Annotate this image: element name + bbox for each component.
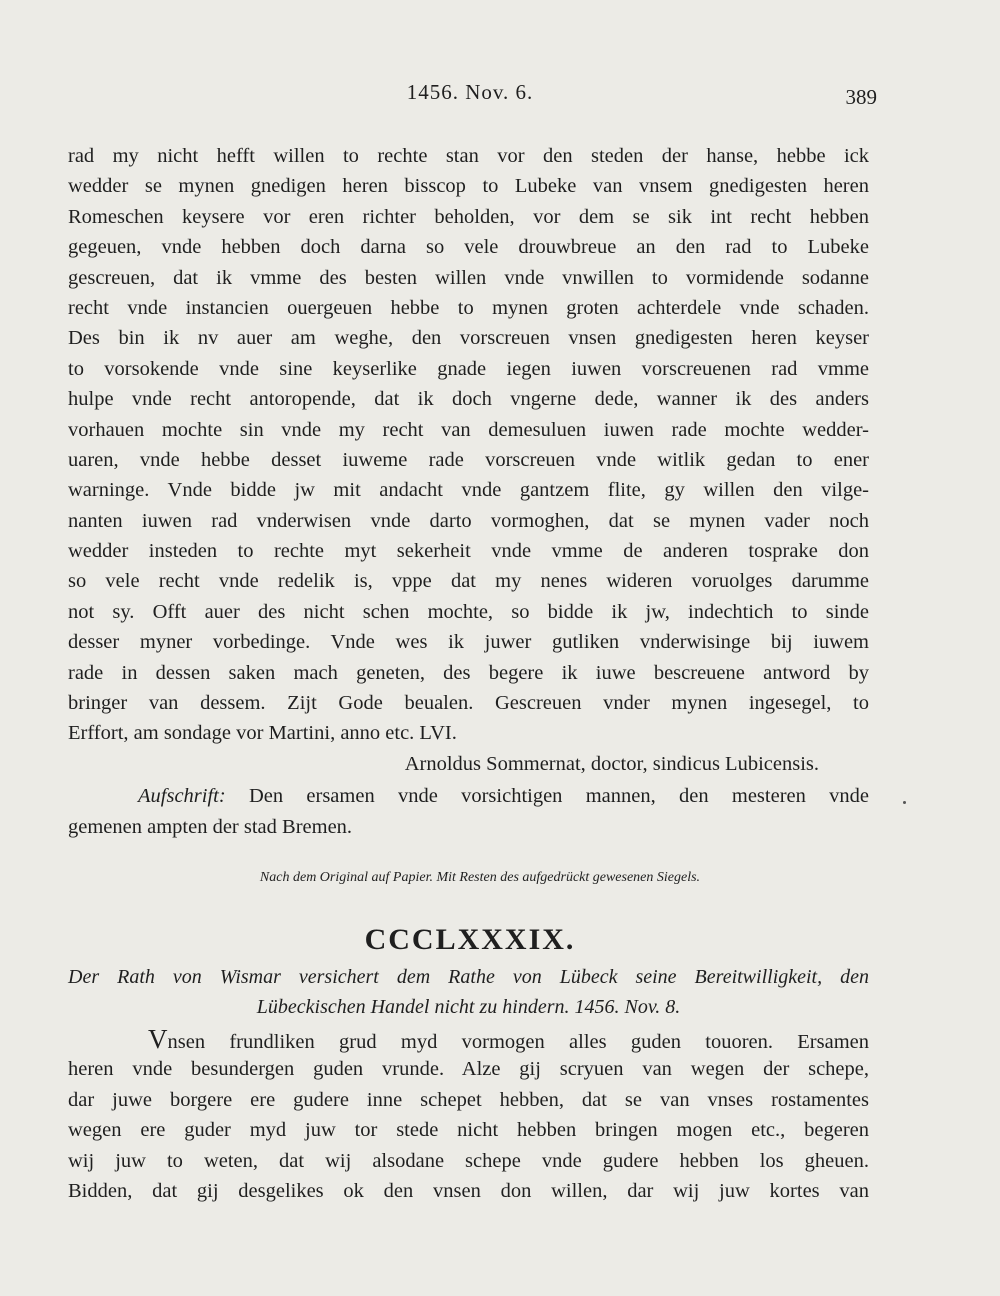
body-line: to vorsokende vnde sine keyserlike gnade iegen iuwen vorscreuenen rad vmme	[68, 357, 869, 380]
document-heading	[68, 962, 869, 1022]
body-line: recht vnde instancien ouergeuen hebbe to mynen groten achterdele vnde schaden.	[68, 296, 869, 319]
body-line: Romeschen keysere vor eren richter beholden, vor dem se sik int recht hebben	[68, 205, 869, 228]
body-line: so vele recht vnde redelik is, vppe dat my nenes wideren voruolges darumme	[68, 570, 869, 593]
body-line: rade in dessen saken mach geneten, des begere ik iuwe bescreuene antword by	[68, 661, 869, 684]
document-number: CCCLXXXIX.	[364, 923, 576, 956]
body-line: Bidden, dat gij desgelikes ok den vnsen don willen, dar wij juw kortes van	[68, 1179, 869, 1202]
body-line: Erffort, am sondage vor Martini, anno etc. LVI.	[68, 722, 457, 745]
body-line: uaren, vnde hebbe desset iuweme rade vorscreuen vnde witlik gedan to ener	[68, 448, 869, 471]
body-line: hulpe vnde recht antoropende, dat ik doch vngerne dede, wanner ik des anders	[68, 388, 869, 411]
body-line: gescreuen, dat ik vmme des besten willen vnde vnwillen to vormidende sodanne	[68, 266, 869, 289]
body-line: heren vnde besundergen guden vrunde. Alze gij scryuen van wegen der schepe,	[68, 1058, 869, 1081]
body-line: nanten iuwen rad vnderwisen vnde darto vormoghen, dat se mynen vader noch	[68, 509, 869, 532]
body-first-line	[68, 1024, 869, 1054]
body-line: vorhauen mochte sin vnde my recht van demesuluen iuwen rade mochte wedder-	[68, 418, 869, 441]
letter-body	[68, 141, 869, 842]
body-line: wij juw to weten, dat wij alsodane schepe vnde gudere hebben los gheuen.	[68, 1149, 869, 1172]
body-line: wedder se mynen gnedigen heren bisscop to Lubeke van vnsem gnedigesten heren	[68, 175, 869, 198]
body-line: Des bin ik nv auer am weghe, den vorscreuen vnsen gnedigesten heren keyser	[68, 327, 869, 350]
body-line: desser myner vorbedinge. Vnde wes ik juwer gutliken vnderwisinge bij iuwem	[68, 631, 869, 654]
heading-line: Lübeckischen Handel nicht zu hindern. 1456. Nov. 8.	[256, 996, 681, 1018]
running-head	[0, 80, 1000, 110]
signature: Arnoldus Sommernat, doctor, sindicus Lubicensis.	[404, 752, 819, 775]
body-line: bringer van dessem. Zijt Gode beualen. Gescreuen vnder mynen ingesegel, to	[68, 692, 869, 715]
body-line: gegeuen, vnde hebben doch darna so vele drouwbreue an den rad to Lubeke	[68, 236, 869, 259]
page-number: 389	[845, 85, 877, 109]
running-title: 1456. Nov. 6.	[406, 80, 534, 104]
body-line: wegen ere guder myd juw tor stede nicht hebben bringen mogen etc., begeren	[68, 1119, 869, 1142]
document-body	[68, 1024, 869, 1206]
body-line: not sy. Offt auer des nicht schen mochte, so bidde ik jw, indechtich to sinde	[68, 600, 869, 623]
initial-letter: V	[148, 1024, 168, 1054]
address-line	[68, 781, 869, 811]
body-line: warninge. Vnde bidde jw mit andacht vnde gantzem flite, gy willen den vilge-	[68, 479, 869, 502]
source-note: Nach dem Original auf Papier. Mit Resten des aufgedrückt gewesenen Siegels.	[259, 870, 701, 885]
first-line-text: nsen frundliken grud myd vormogen alles guden touoren. Ersamen	[167, 1031, 869, 1053]
address-text: Den ersamen vnde vorsichtigen mannen, den mesteren vnde	[248, 785, 869, 808]
address-label: Aufschrift:	[138, 785, 226, 808]
heading-line: Der Rath von Wismar versichert dem Rathe von Lübeck seine Bereitwilligkeit, den	[68, 966, 869, 988]
paper-speck	[903, 801, 906, 804]
address-line-2: gemenen ampten der stad Bremen.	[68, 815, 353, 838]
body-line: rad my nicht hefft willen to rechte stan vor den steden der hanse, hebbe ick	[68, 145, 869, 167]
body-line: wedder insteden to rechte myt sekerheit vnde vmme de anderen tosprake don	[68, 540, 869, 563]
body-line: dar juwe borgere ere gudere inne schepet hebben, dat se van vnses rostamentes	[68, 1088, 869, 1111]
